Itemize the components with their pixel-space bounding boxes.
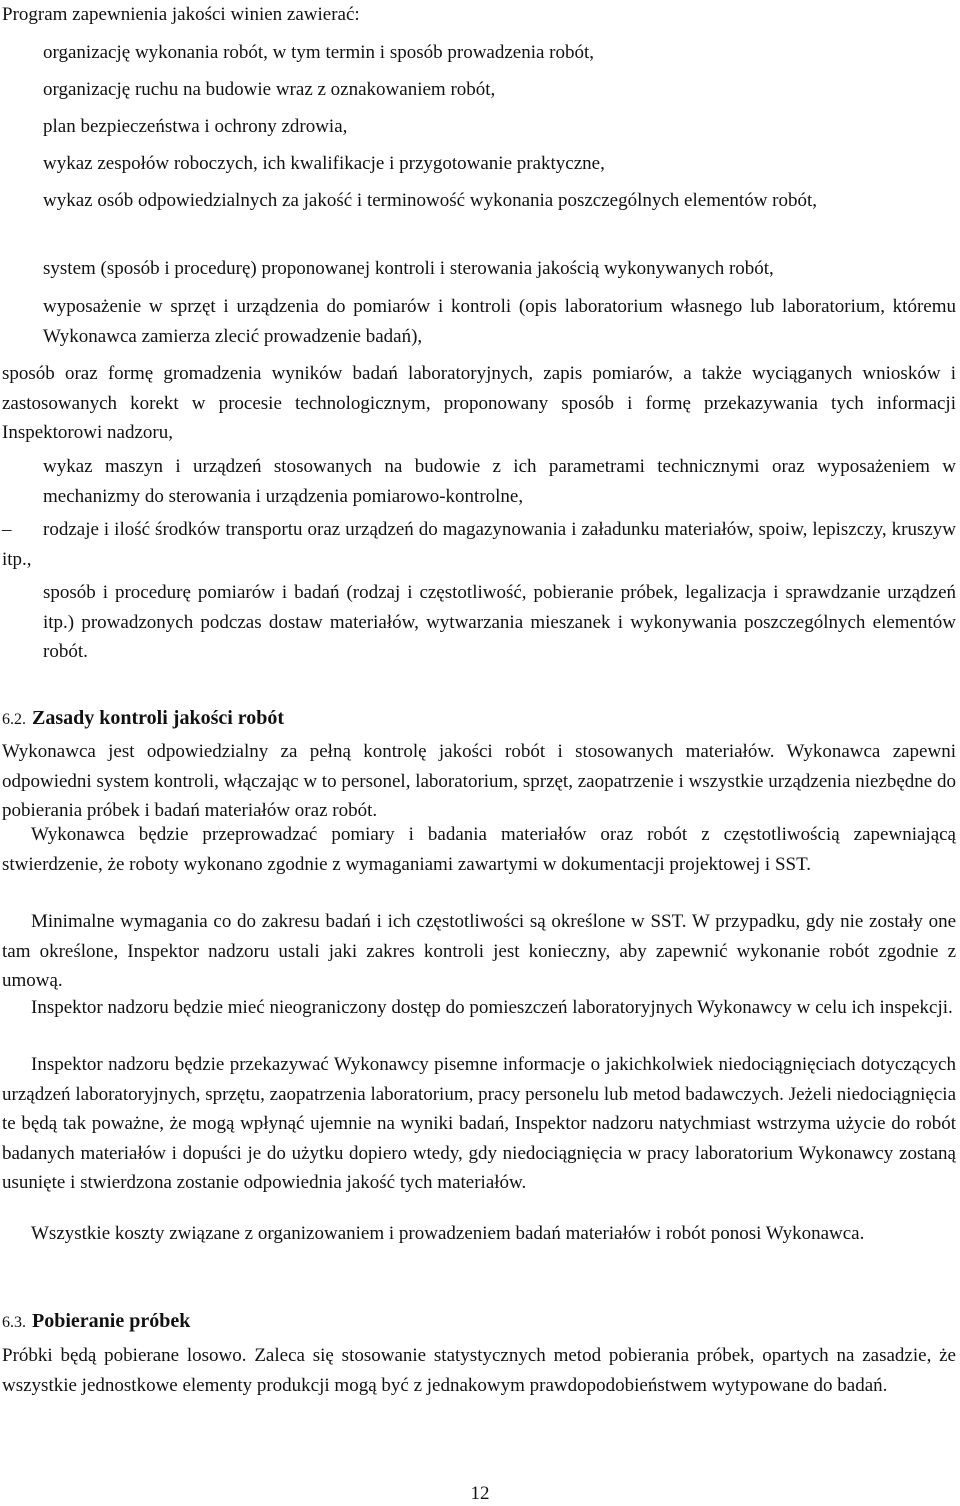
section-number: 6.3.: [2, 1314, 26, 1331]
list-item: sposób oraz formę gromadzenia wyników badań laboratoryjnych, zapis pomiarów, a także wyciąganych wniosków i zastosowanych korekt w procesie technologicznym, proponowany sposób i formę przekazywania tych informacji Inspektorowi nadzoru,: [2, 363, 956, 443]
section-number: 6.2.: [2, 711, 26, 728]
list-item: organizację wykonania robót, w tym termin i sposób prowadzenia robót,: [43, 42, 595, 63]
paragraph: Wykonawca będzie przeprowadzać pomiary i badania materiałów oraz robót z częstotliwością zapewniającą stwierdzenie, że roboty wykonano zgodnie z wymaganiami zawartymi w dokumentacji projektowej i SST.: [2, 824, 956, 875]
list-item: system (sposób i procedurę) proponowanej kontroli i sterowania jakością wykonywanych robót,: [43, 258, 774, 279]
list-item: sposób i procedurę pomiarów i badań (rodzaj i częstotliwość, pobieranie próbek, legalizacja i sprawdzanie urządzeń itp.) prowadzonych podczas dostaw materiałów, wytwarzania mieszanek i wykonywania poszczególnych elementów robót.: [43, 582, 956, 662]
paragraph: Inspektor nadzoru będzie przekazywać Wykonawcy pisemne informacje o jakichkolwiek niedociągnięciach dotyczących urządzeń laboratoryjnych, sprzętu, zaopatrzenia laboratorium, pracy personelu lub metod badawczych. Jeżeli niedociągnięcia te będą tak poważne, że mogą wpłynąć ujemnie na wyniki badań, Inspektor nadzoru natychmiast wstrzyma użycie do robót badanych materiałów i dopuści je do użytku dopiero wtedy, gdy niedociągnięcia w pracy laboratorium Wykonawcy zostaną usunięte i stwierdzona zostanie odpowiednia jakość tych materiałów.: [2, 1054, 956, 1193]
paragraph: Wszystkie koszty związane z organizowaniem i prowadzeniem badań materiałów i robót ponosi Wykonawca.: [31, 1223, 865, 1244]
section-heading-6-2: [2, 704, 956, 735]
section-heading-6-3: [2, 1307, 956, 1338]
section-title: Zasady kontroli jakości robót: [32, 707, 285, 729]
section-title: Pobieranie próbek: [32, 1310, 191, 1332]
paragraph: Wykonawca jest odpowiedzialny za pełną kontrolę jakości robót i stosowanych materiałów. Wykonawca zapewni odpowiedni system kontroli, włączając w to personel, laboratorium, sprzęt, zaopatrzenie i wszystkie urządzenia niezbędne do pobierania próbek i badań materiałów oraz robót.: [2, 741, 956, 821]
list-item: wykaz maszyn i urządzeń stosowanych na budowie z ich parametrami technicznymi oraz wyposażeniem w mechanizmy do sterowania i urządzenia pomiarowo-kontrolne,: [43, 456, 956, 507]
paragraph: Minimalne wymagania co do zakresu badań i ich częstotliwości są określone w SST. W przypadku, gdy nie zostały one tam określone, Inspektor nadzoru ustali jaki zakres kontroli jest konieczny, aby zapewnić wykonanie robót zgodnie z umową.: [2, 911, 956, 991]
page-number: 12: [470, 1483, 490, 1504]
list-item: wyposażenie w sprzęt i urządzenia do pomiarów i kontroli (opis laboratorium własnego lub laboratorium, któremu Wykonawca zamierza zlecić prowadzenie badań),: [43, 296, 956, 347]
list-item: plan bezpieczeństwa i ochrony zdrowia,: [43, 116, 348, 137]
paragraph: Próbki będą pobierane losowo. Zaleca się stosowanie statystycznych metod pobierania próbek, opartych na zasadzie, że wszystkie jednostkowe elementy produkcji mogą być z jednakowym prawdopodobieństwem wytypowane do badań.: [2, 1345, 956, 1396]
list-item: wykaz zespołów roboczych, ich kwalifikacje i przygotowanie praktyczne,: [43, 153, 605, 174]
list-item-wrap: [2, 186, 956, 216]
dash-marker: –: [2, 519, 12, 540]
list-item: organizację ruchu na budowie wraz z oznakowaniem robót,: [43, 79, 496, 100]
list-item: wykaz osób odpowiedzialnych za jakość i terminowość wykonania poszczególnych elementów robót,: [43, 190, 818, 211]
list-item: rodzaje i ilość środków transportu oraz urządzeń do magazynowania i załadunku materiałów, spoiw, lepiszczy, kruszyw itp.,: [2, 519, 956, 570]
intro-text: Program zapewnienia jakości winien zawierać:: [2, 4, 360, 25]
paragraph: Inspektor nadzoru będzie mieć nieograniczony dostęp do pomieszczeń laboratoryjnych Wykonawcy w celu ich inspekcji.: [31, 997, 953, 1018]
